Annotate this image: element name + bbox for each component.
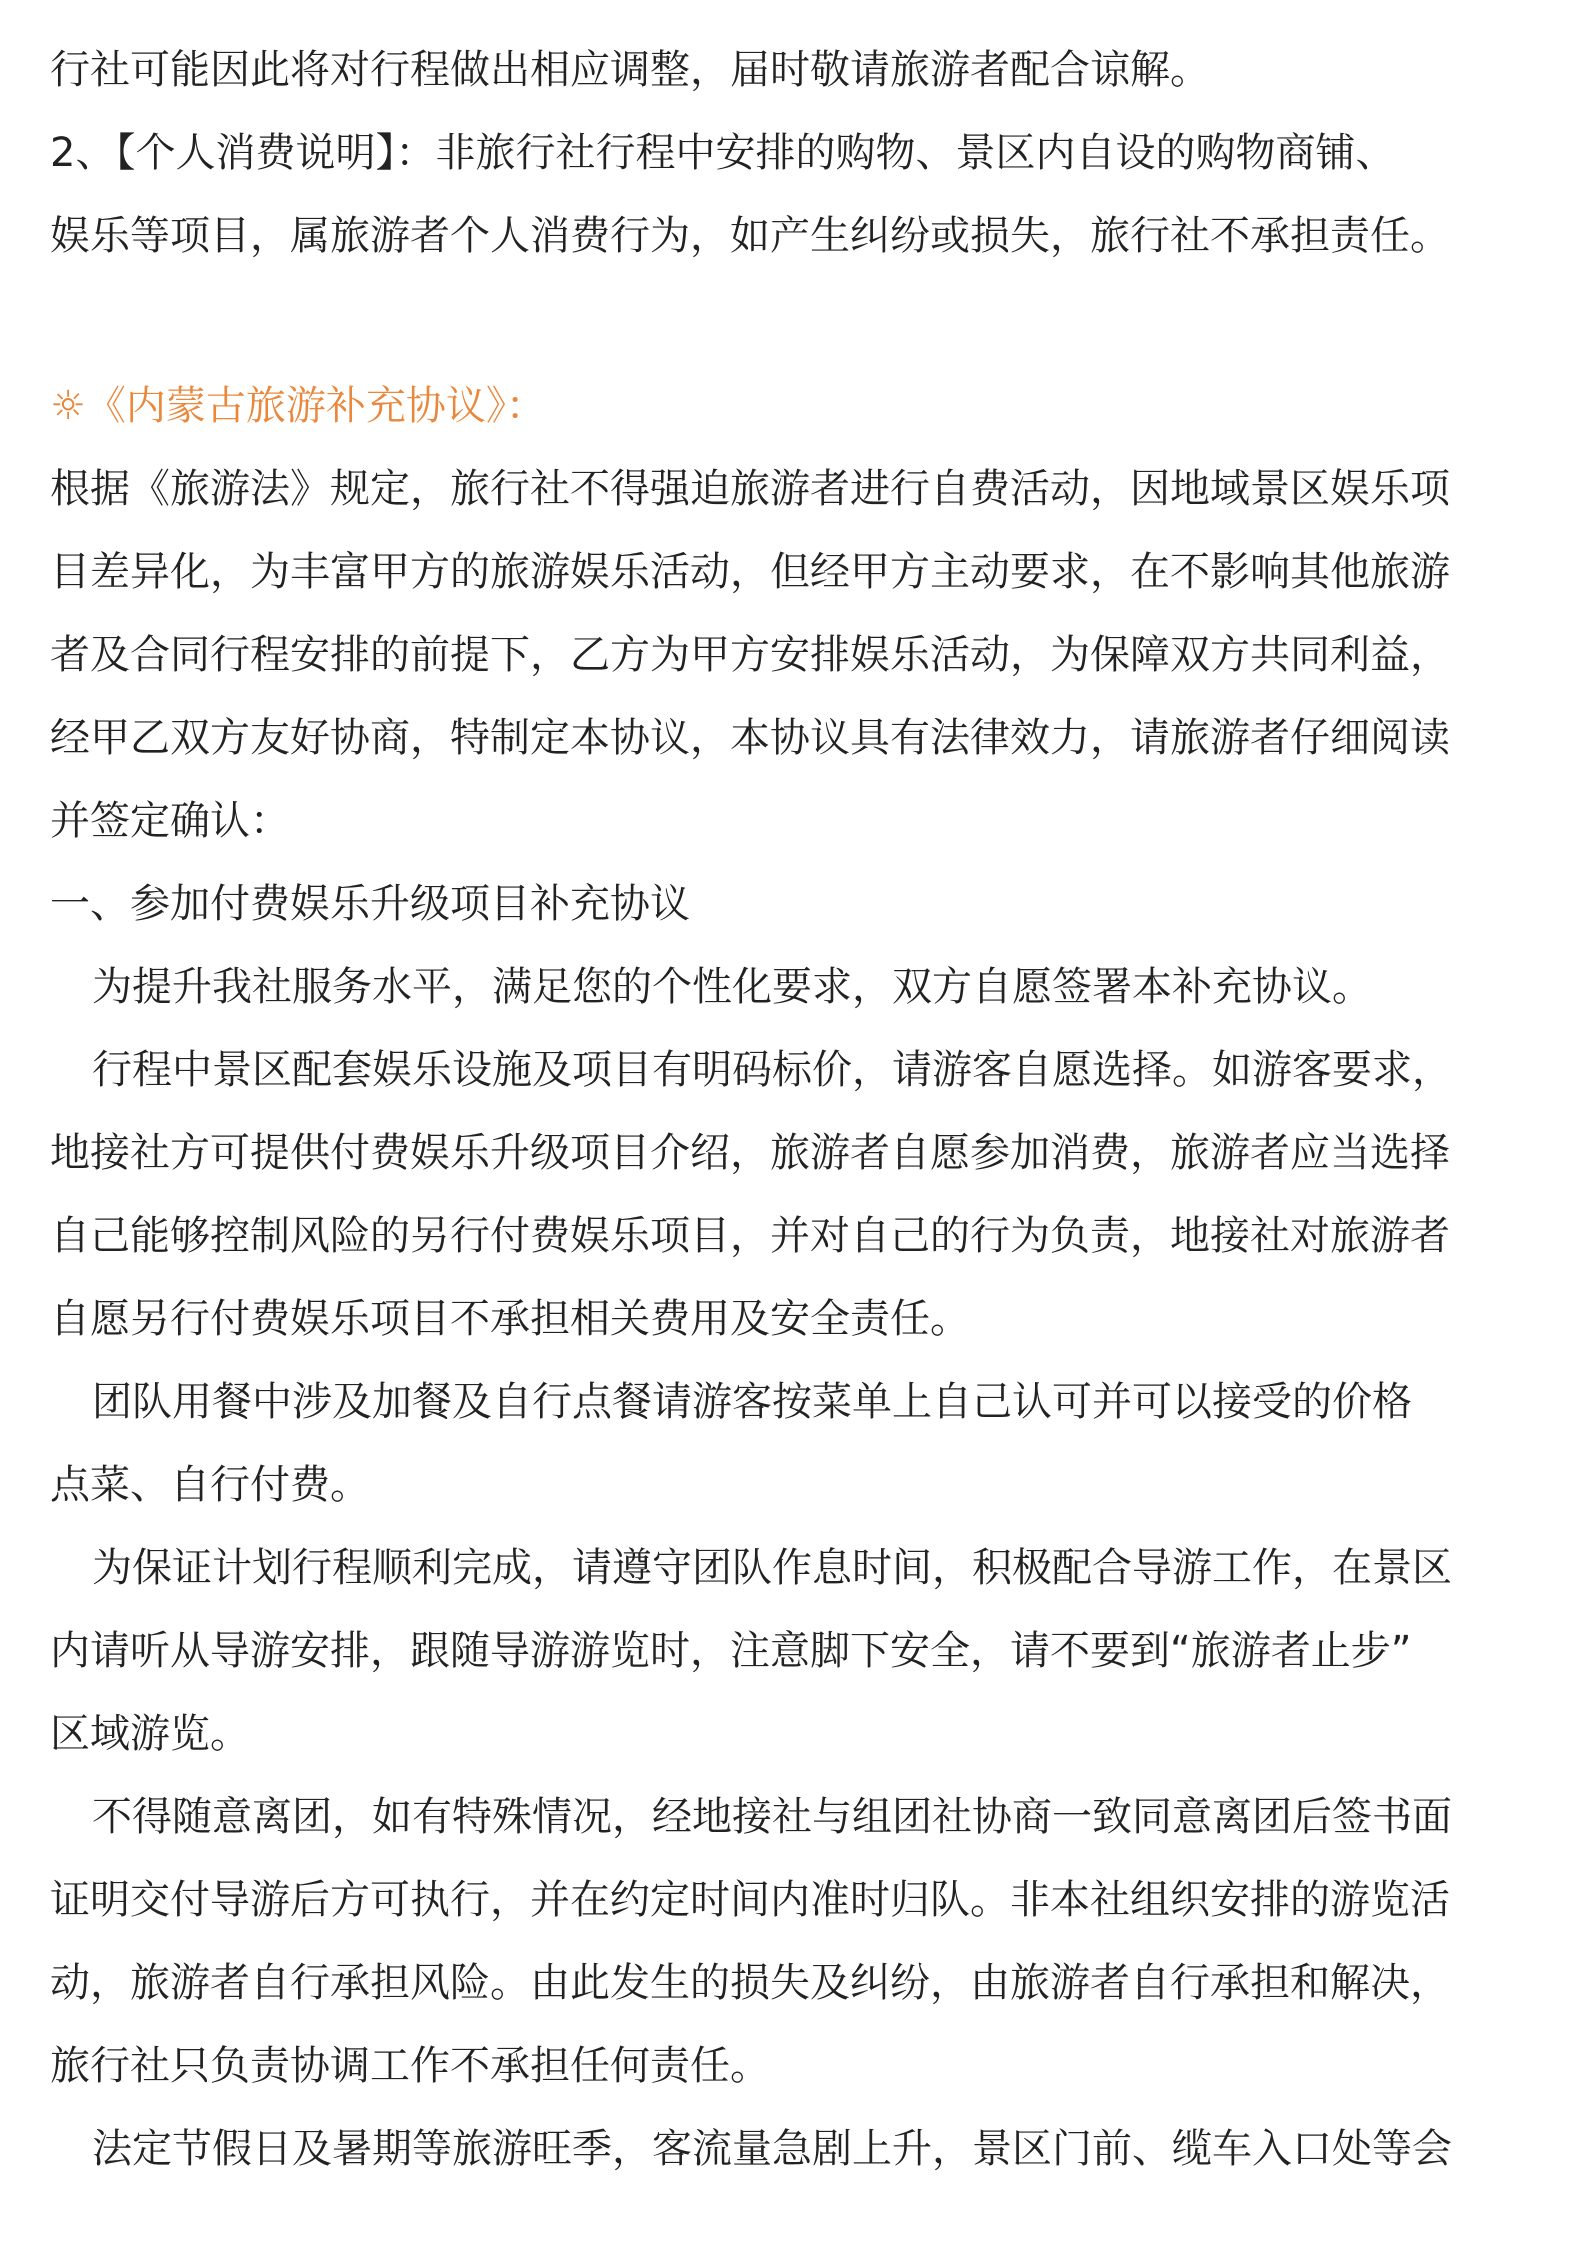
intro-line: 经甲乙双方友好协商，特制定本协议，本协议具有法律效力，请旅游者仔细阅读 bbox=[50, 715, 1450, 761]
body-line: 团队用餐中涉及加餐及自行点餐请游客按菜单上自己认可并可以接受的价格 bbox=[92, 1379, 1412, 1425]
paragraph-line: 行社可能因此将对行程做出相应调整，届时敬请旅游者配合谅解。 bbox=[50, 47, 1210, 93]
section-heading: ☼《内蒙古旅游补充协议》： bbox=[50, 383, 546, 429]
body-line: 行程中景区配套娱乐设施及项目有明码标价，请游客自愿选择。如游客要求， bbox=[92, 1047, 1452, 1093]
body-line: 为保证计划行程顺利完成，请遵守团队作息时间，积极配合导游工作，在景区 bbox=[92, 1545, 1452, 1591]
body-line: 内请听从导游安排，跟随导游游览时，注意脚下安全，请不要到“旅游者止步” bbox=[50, 1628, 1412, 1674]
body-line: 点菜、自行付费。 bbox=[50, 1462, 370, 1508]
paragraph-line: 2、【个人消费说明】：非旅行社行程中安排的购物、景区内自设的购物商铺、 bbox=[50, 130, 1396, 176]
body-line: 自愿另行付费娱乐项目不承担相关费用及安全责任。 bbox=[50, 1296, 970, 1342]
body-line: 旅行社只负责协调工作不承担任何责任。 bbox=[50, 2043, 770, 2089]
body-line: 区域游览。 bbox=[50, 1711, 250, 1757]
body-line: 地接社方可提供付费娱乐升级项目介绍，旅游者自愿参加消费，旅游者应当选择 bbox=[50, 1130, 1450, 1176]
body-line: 动，旅游者自行承担风险。由此发生的损失及纠纷，由旅游者自行承担和解决， bbox=[50, 1960, 1450, 2006]
intro-line: 目差异化，为丰富甲方的旅游娱乐活动，但经甲方主动要求，在不影响其他旅游 bbox=[50, 549, 1450, 595]
subheading: 一、参加付费娱乐升级项目补充协议 bbox=[50, 881, 690, 927]
body-line: 为提升我社服务水平，满足您的个性化要求，双方自愿签署本补充协议。 bbox=[92, 964, 1372, 1010]
body-line: 自己能够控制风险的另行付费娱乐项目，并对自己的行为负责，地接社对旅游者 bbox=[50, 1213, 1450, 1259]
paragraph-line: 娱乐等项目，属旅游者个人消费行为，如产生纠纷或损失，旅行社不承担责任。 bbox=[50, 213, 1450, 259]
body-line: 法定节假日及暑期等旅游旺季，客流量急剧上升，景区门前、缆车入口处等会 bbox=[92, 2126, 1452, 2172]
intro-line: 并签定确认： bbox=[50, 798, 290, 844]
body-line: 证明交付导游后方可执行，并在约定时间内准时归队。非本社组织安排的游览活 bbox=[50, 1877, 1450, 1923]
intro-line: 者及合同行程安排的前提下，乙方为甲方安排娱乐活动，为保障双方共同利益， bbox=[50, 632, 1450, 678]
intro-line: 根据《旅游法》规定，旅行社不得强迫旅游者进行自费活动，因地域景区娱乐项 bbox=[50, 466, 1450, 512]
body-line: 不得随意离团，如有特殊情况，经地接社与组团社协商一致同意离团后签书面 bbox=[92, 1794, 1452, 1840]
